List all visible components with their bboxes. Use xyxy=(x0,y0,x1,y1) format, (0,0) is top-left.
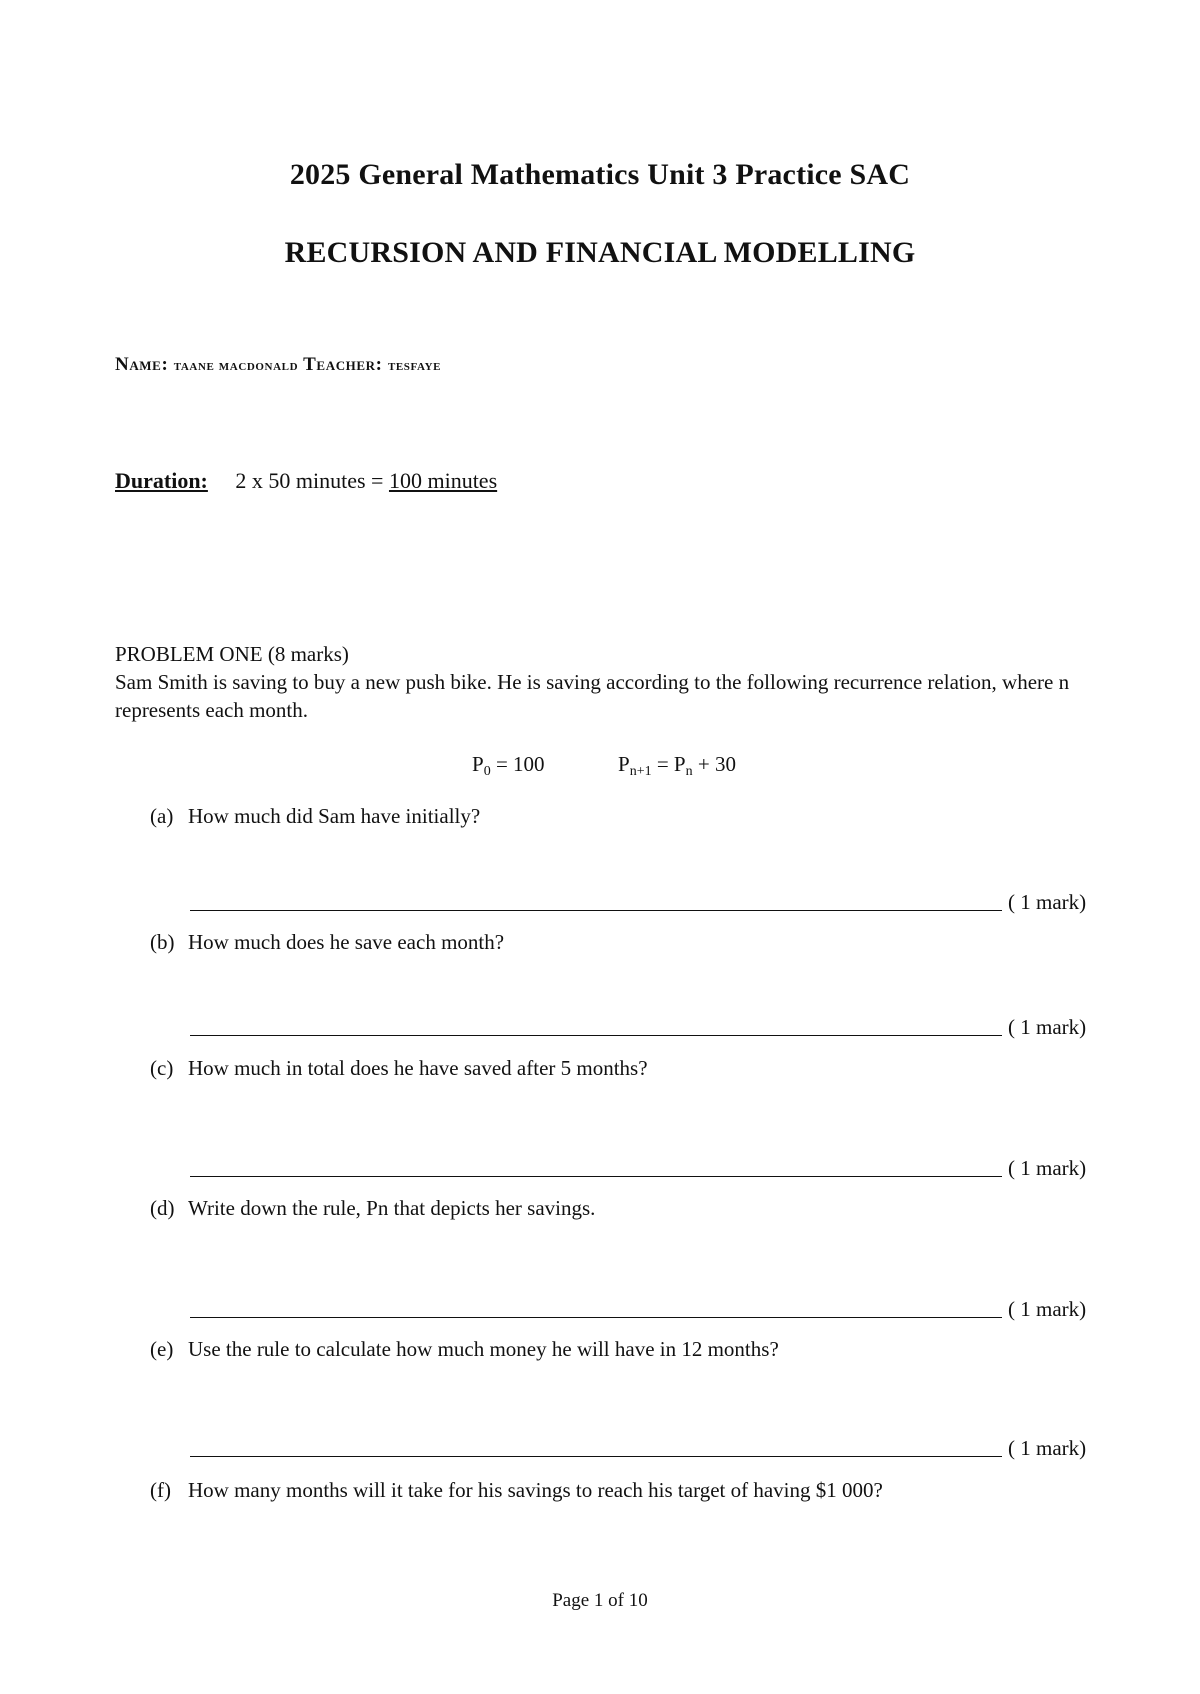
mark-d: ( 1 mark) xyxy=(1008,1297,1087,1321)
problem-intro: Sam Smith is saving to buy a new push bike. He is saving according to the following recurrence relation, where n represents each month. xyxy=(115,670,1070,722)
initial-value-formula: $P_0 = 100$ xyxy=(472,752,545,779)
mark-a: ( 1 mark) xyxy=(1008,890,1087,914)
question-e xyxy=(150,1335,779,1363)
question-f xyxy=(150,1476,883,1504)
question-letter: (f) xyxy=(150,1478,171,1502)
answer-line-d[interactable] xyxy=(190,1317,1002,1318)
question-letter: (e) xyxy=(150,1337,174,1361)
document-title: 2025 General Mathematics Unit 3 Practice SAC xyxy=(289,158,911,191)
question-d xyxy=(150,1194,595,1222)
student-name: taane macdonald xyxy=(173,358,299,374)
mark-e: ( 1 mark) xyxy=(1008,1436,1087,1460)
duration-expression: 2 x 50 minutes = xyxy=(235,468,389,493)
question-letter: (a) xyxy=(150,804,174,828)
duration-line xyxy=(115,468,497,494)
teacher-name: tesfaye xyxy=(387,358,442,374)
answer-line-e[interactable] xyxy=(190,1456,1002,1457)
name-teacher-line xyxy=(115,354,441,376)
duration-total: 100 minutes xyxy=(388,468,498,493)
question-text: How much did Sam have initially? xyxy=(188,804,481,828)
question-c xyxy=(150,1054,648,1082)
answer-line-b[interactable] xyxy=(190,1035,1002,1036)
question-a xyxy=(150,802,480,830)
question-b xyxy=(150,928,504,956)
question-text: How many months will it take for his savings to reach his target of having $1 000? xyxy=(188,1478,883,1502)
question-letter: (b) xyxy=(150,930,175,954)
name-label: Name: xyxy=(115,354,169,375)
question-text: How much in total does he have saved after 5 months? xyxy=(188,1056,648,1080)
answer-line-c[interactable] xyxy=(190,1176,1002,1177)
recurrence-formula: $P_{n+1} = P_n + 30$ xyxy=(618,752,736,779)
mark-c: ( 1 mark) xyxy=(1008,1156,1087,1180)
question-letter: (c) xyxy=(150,1056,174,1080)
answer-line-a[interactable] xyxy=(190,910,1002,911)
question-text: How much does he save each month? xyxy=(188,930,505,954)
document-subtitle: RECURSION AND FINANCIAL MODELLING xyxy=(284,236,916,269)
teacher-label: Teacher: xyxy=(303,354,383,375)
question-text: Write down the rule, Pn that depicts her savings. xyxy=(188,1196,596,1220)
question-letter: (d) xyxy=(150,1196,175,1220)
problem-heading: PROBLEM ONE (8 marks) xyxy=(115,642,349,666)
duration-label: Duration: xyxy=(115,468,208,493)
page-footer: Page 1 of 10 xyxy=(552,1590,648,1611)
question-text: Use the rule to calculate how much money he will have in 12 months? xyxy=(188,1337,779,1361)
mark-b: ( 1 mark) xyxy=(1008,1015,1087,1039)
